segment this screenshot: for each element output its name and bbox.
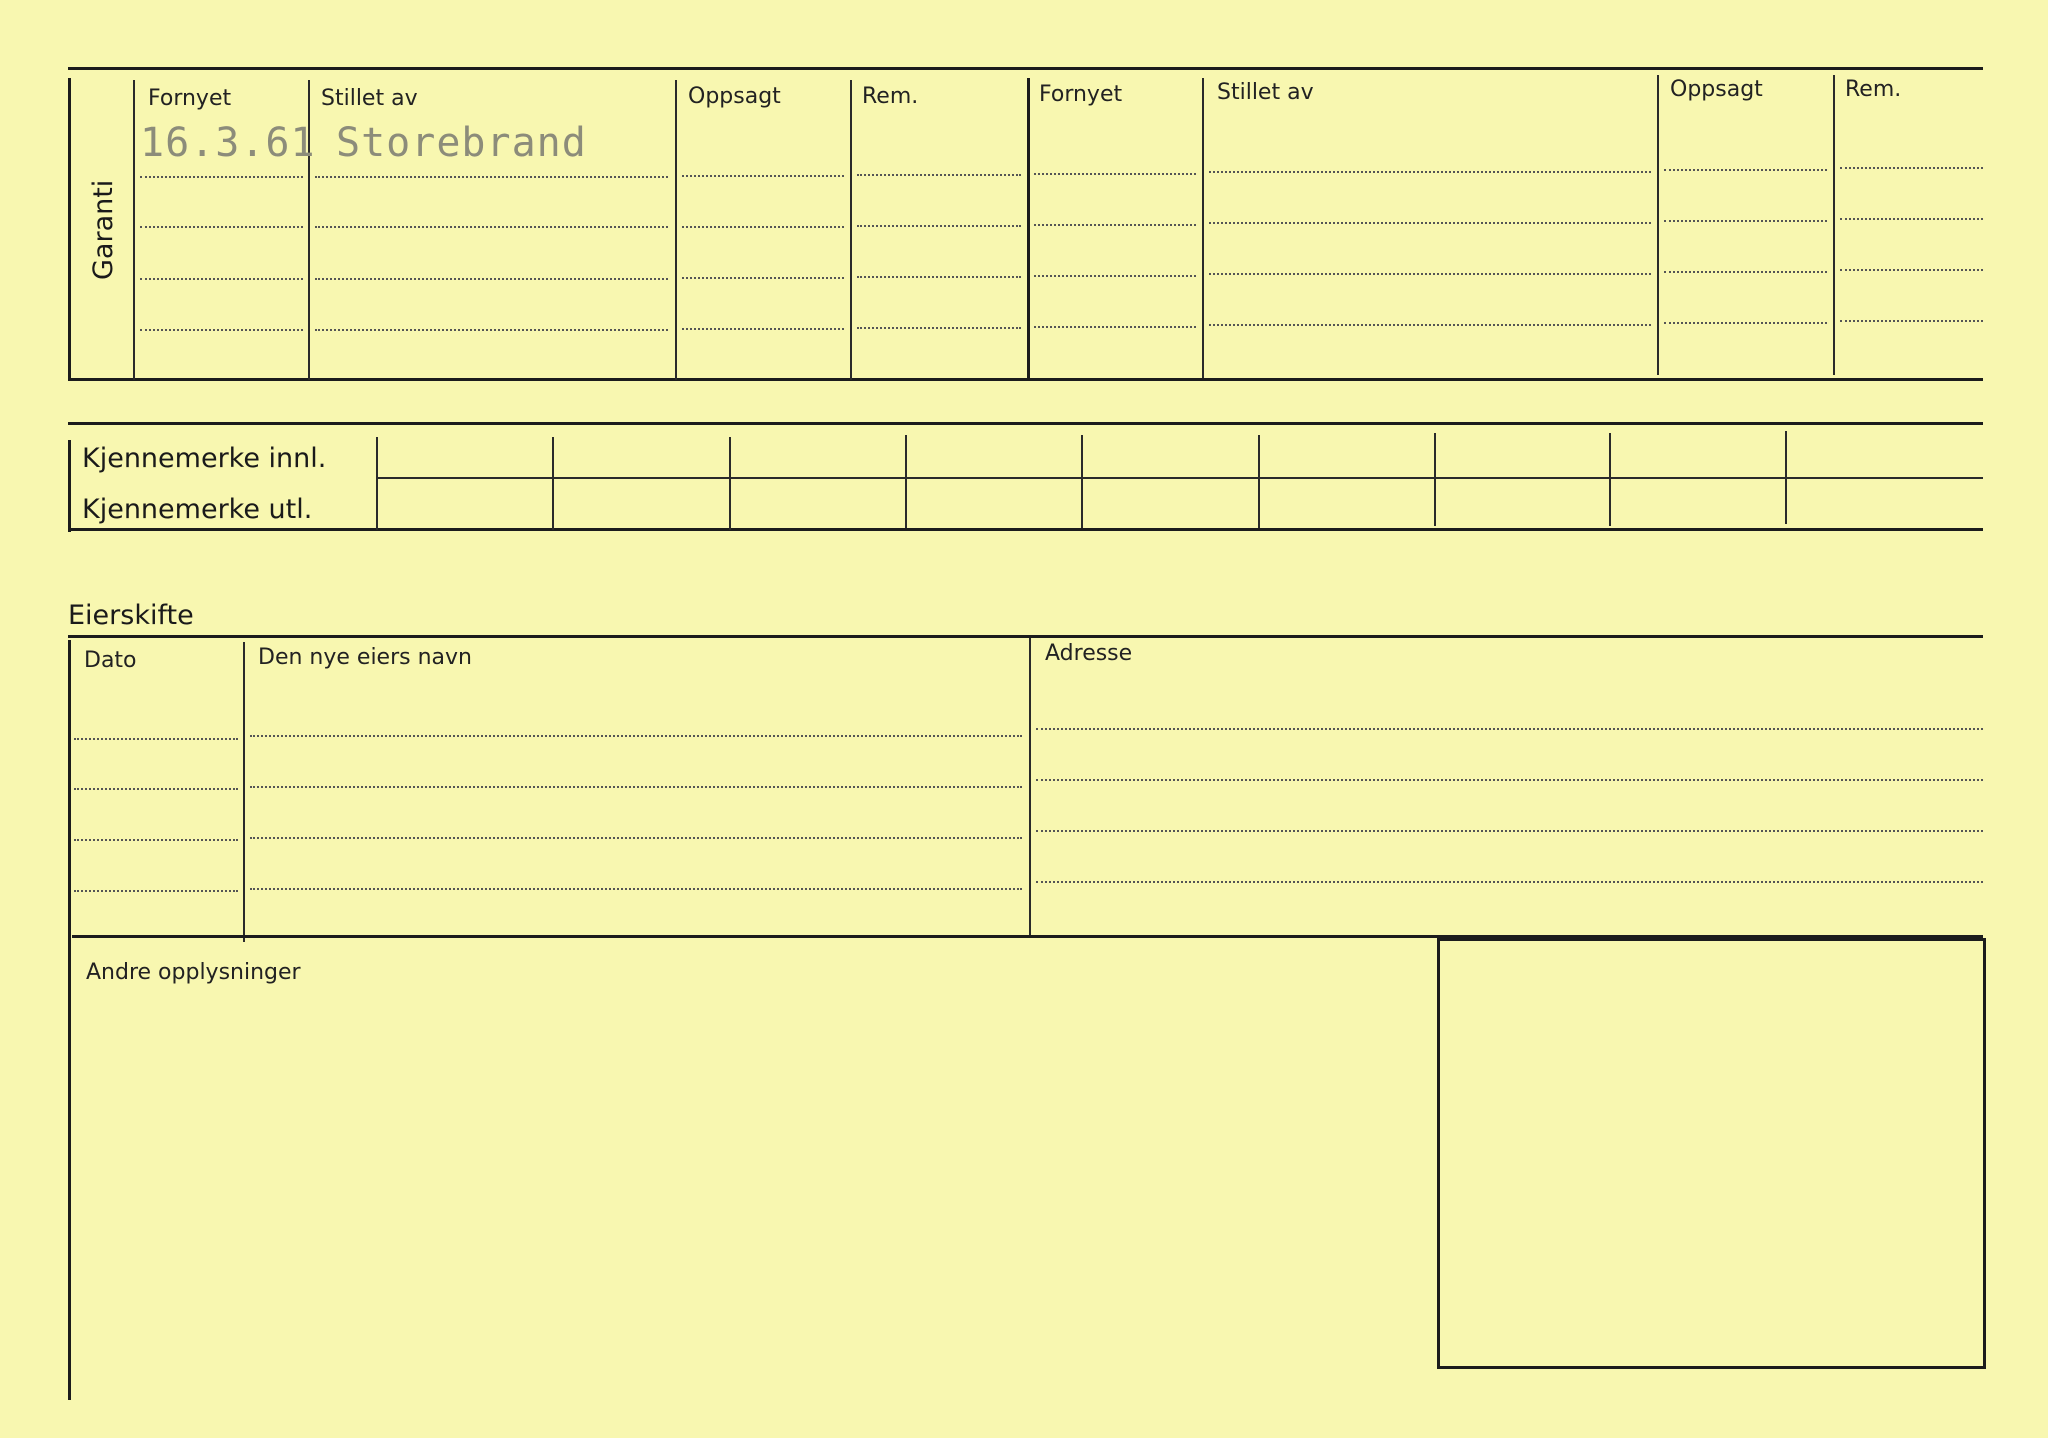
eierskifte-header-dato: Dato <box>84 648 137 673</box>
andre-label: Andre opplysninger <box>86 960 301 985</box>
garanti-header-fornyet-2: Fornyet <box>1039 82 1123 107</box>
garanti-header-rem-2: Rem. <box>1845 77 1902 102</box>
garanti-entry-stillet-av: Storebrand <box>336 120 587 166</box>
eierskifte-header-navn: Den nye eiers navn <box>258 645 472 670</box>
kjennemerke-innl-label: Kjennemerke innl. <box>82 443 327 474</box>
eierskifte-header-adresse: Adresse <box>1045 641 1133 666</box>
stamp-box <box>1437 938 1986 1369</box>
garanti-header-stillet-av: Stillet av <box>321 86 418 111</box>
eierskifte-title: Eierskifte <box>68 600 194 631</box>
garanti-header-fornyet: Fornyet <box>148 86 232 111</box>
garanti-header-oppsagt: Oppsagt <box>688 84 781 109</box>
garanti-header-rem: Rem. <box>862 84 919 109</box>
garanti-entry-fornyet: 16.3.61 <box>140 120 316 166</box>
garanti-header-oppsagt-2: Oppsagt <box>1670 77 1763 102</box>
garanti-header-stillet-av-2: Stillet av <box>1217 80 1314 105</box>
garanti-label: Garanti <box>88 179 119 280</box>
kjennemerke-utl-label: Kjennemerke utl. <box>82 494 313 525</box>
